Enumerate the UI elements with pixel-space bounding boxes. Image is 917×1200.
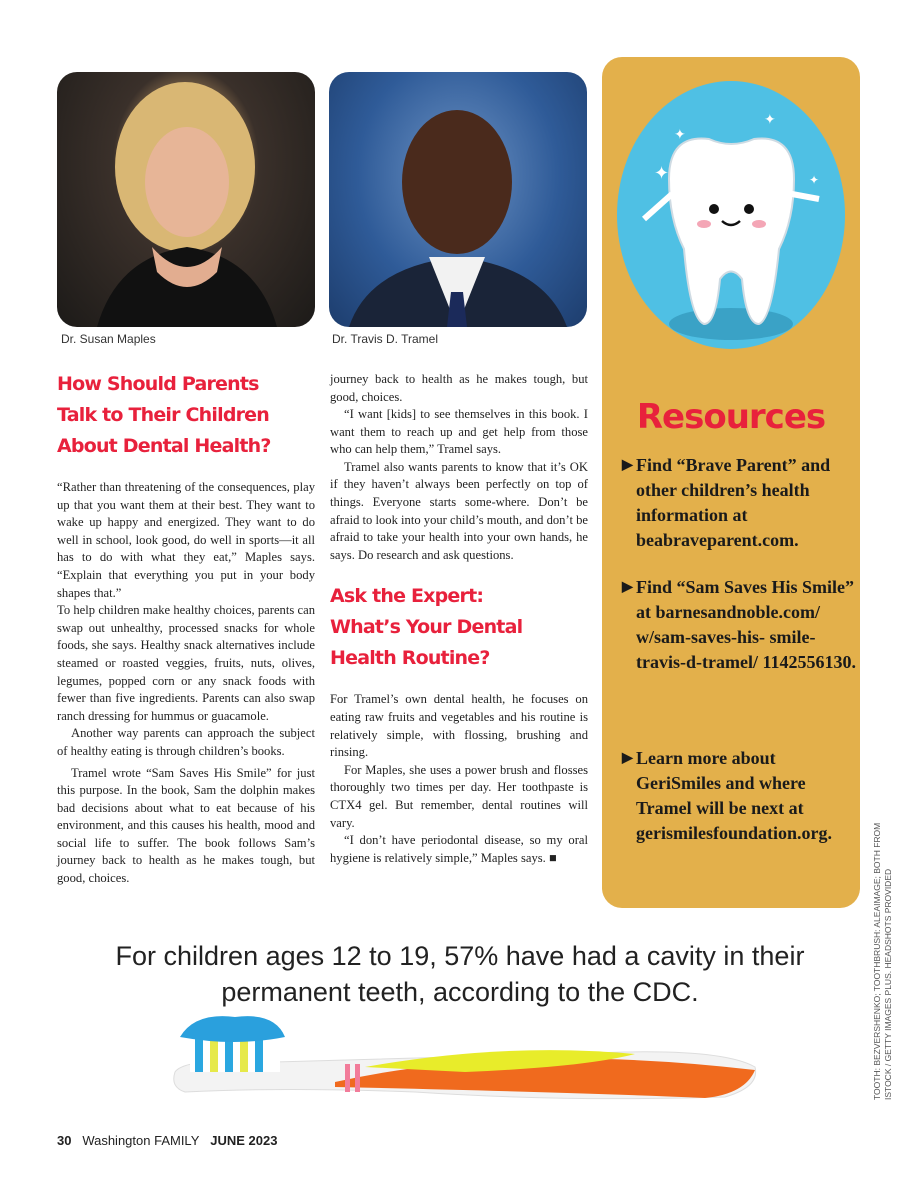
resource-item[interactable] [622,575,857,675]
paragraph: For Maples, she uses a power brush and flosses thoroughly two times per day. Her toothpaste is CTX4 gel. But remember, dental routines will vary. [330,762,588,830]
triangle-bullet-icon: ▶ [622,751,633,766]
paragraph: Another way parents can approach the subject of healthy eating is through children’s books. [57,726,315,758]
triangle-bullet-icon: ▶ [622,580,633,595]
photo-credit: TOOTH: BEZVERSHENKO; TOOTHBRUSH: ALEAIMAGE; BOTH FROM ISTOCK / GETTY IMAGES PLUS. HEADSHOTS PROVIDED [872,822,893,1100]
tooth-illustration [614,79,848,351]
article-column-left [57,369,315,886]
toothbrush-illustration [165,1012,765,1112]
resource-text[interactable]: Find “Sam Saves His Smile” at barnesandnoble.com/ w/sam-saves-his- smile-travis-d-tramel/ 1142556130. [636,577,856,672]
resource-text[interactable]: Find “Brave Parent” and other children’s health information at beabraveparent.com. [636,455,831,550]
section-heading [330,581,588,674]
resources-title: Resources [636,397,826,437]
heading-line: Talk to Their Children [57,404,269,426]
callout-statistic: For children ages 12 to 19, 57% have had a cavity in their permanent teeth, according to the CDC. [115,941,805,1007]
heading-line: What’s Your Dental [330,616,523,639]
paragraph: For Tramel’s own dental health, he focuses on eating raw fruits and vegetables and his routine is relatively simple, with flossing, brushing and rinsing. [330,692,588,760]
paragraph: “I don’t have periodontal disease, so my oral hygiene is relatively simple,” Maples says. ■ [330,833,588,865]
paragraph: “I want [kids] to see themselves in this book. I want them to reach up and get help from those who can help them,” Tramel says. [330,407,588,457]
portrait-woman-image [57,72,315,327]
page-footer [57,1133,277,1148]
svg-text:✦: ✦ [654,163,670,183]
resource-item[interactable] [622,453,857,553]
heading-line: How Should Parents [57,373,259,395]
paragraph: To help children make healthy choices, parents can swap out unhealthy, processed snacks for whole foods, she says. Healthy snack alternatives include steamed or roasted veggies, fruits, nuts, olives, legumes, popped corn or any snack foods with fewer than five ingredients. Parents can also swap ranch dressing for hummus or guacamole. [57,603,315,723]
svg-text:✦: ✦ [809,173,820,187]
paragraph-continued: journey back to health as he makes tough, but good, choices. [330,372,588,404]
magazine-name: Washington FAMILY [82,1133,200,1148]
paragraph: Tramel also wants parents to know that it’s OK if they haven’t always been perfectly on top of things. Everyone starts some-where. Don’t be afraid to look into your child’s mouth, and don’t be afraid to take your health into your own hands, he says. Do research and ask questions. [330,459,588,562]
heading-line: Ask the Expert: [330,585,484,608]
photo-caption: Dr. Susan Maples [61,332,156,346]
bristles [180,1016,285,1072]
page-number: 30 [57,1133,72,1148]
paragraph: Tramel wrote “Sam Saves His Smile” for just this purpose. In the book, Sam the dolphin makes bad decisions about what to eat because of his environment, and this causes his health, mood and social life to suffer. The book follows Sam’s journey back to health as he makes tough, but good, choices. [57,765,315,886]
heading-line: About Dental Health? [57,435,271,457]
svg-text:✦: ✦ [764,113,776,128]
photo-susan-maples [57,72,315,327]
resource-item[interactable] [622,746,857,846]
resource-text[interactable]: Learn more about GeriSmiles and where Tramel will be next at gerismilesfoundation.org. [636,748,832,843]
resources-sidebar [602,57,860,908]
photo-caption: Dr. Travis D. Tramel [332,332,439,346]
photo-travis-tramel [329,72,587,327]
svg-text:✦: ✦ [674,128,686,143]
paragraph: “Rather than threatening of the consequences, play up that you want them at their best. They want to wake up happy and energized. They want to do well in school, look good, do well in sports—it all has to do with what they eat,” Maples says. “Explain that everything you put in your body shapes that.” [57,480,315,600]
section-heading [57,369,315,462]
portrait-man-image [329,72,587,327]
heading-line: Health Routine? [330,647,490,670]
article-column-middle [330,371,588,867]
issue-date: JUNE 2023 [210,1133,278,1148]
triangle-bullet-icon: ▶ [622,458,633,473]
